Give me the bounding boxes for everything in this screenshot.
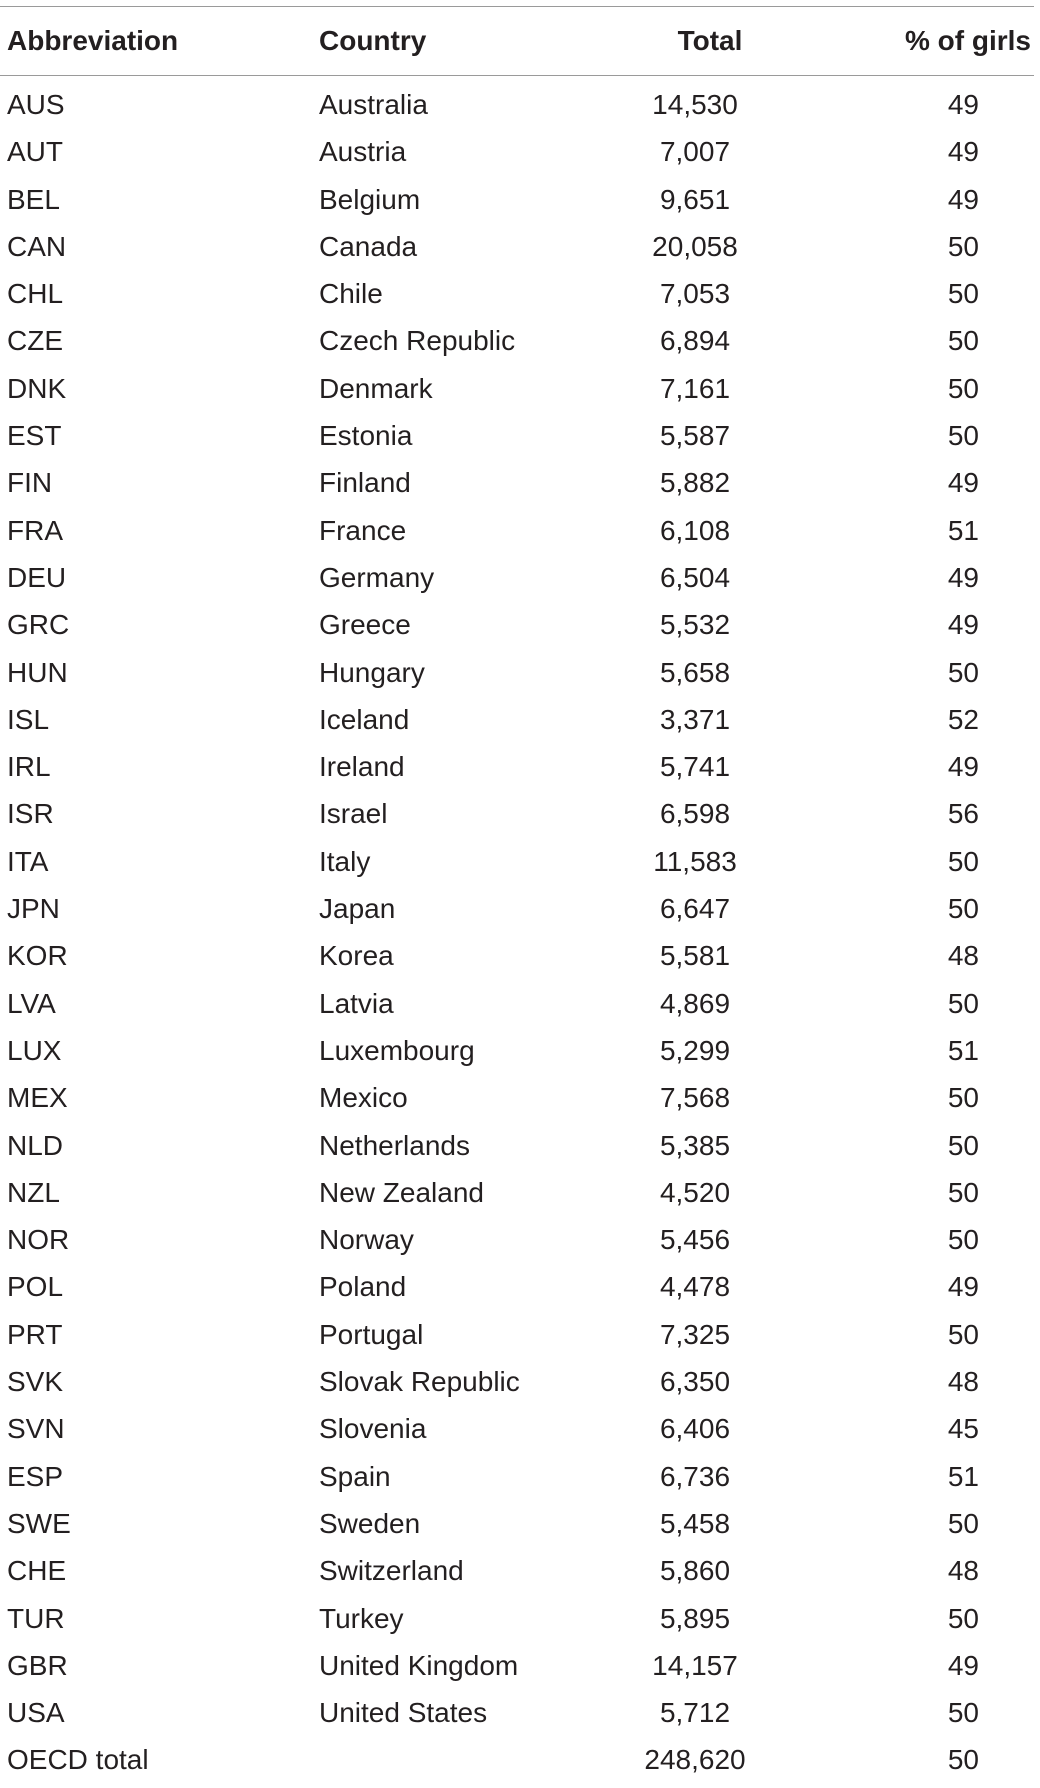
cell-country: Spain [319,1460,391,1492]
cell-country: Hungary [319,656,425,688]
table-row [0,1642,1034,1689]
cell-pct-girls: 50 [947,278,979,310]
cell-pct-girls: 49 [947,1649,979,1681]
cell-total: 5,532 [659,609,731,641]
table-row [0,412,1034,459]
table-row [0,1027,1034,1074]
table-row [0,223,1034,270]
table-row [0,1453,1034,1500]
cell-total: 4,478 [659,1271,731,1303]
cell-total: 7,161 [659,372,731,404]
cell-country: United Kingdom [319,1649,519,1681]
cell-country: Italy [319,845,371,877]
cell-pct-girls: 49 [947,89,979,120]
cell-abbreviation: SVK [7,1366,64,1398]
cell-total: 6,647 [659,893,731,925]
cell-pct-girls: 51 [947,1460,979,1492]
cell-country: Sweden [319,1507,421,1539]
table-row [0,1122,1034,1169]
cell-abbreviation: CZE [7,325,63,357]
cell-pct-girls: 50 [947,893,979,925]
cell-abbreviation: DNK [7,372,67,404]
cell-abbreviation: LVA [7,987,56,1019]
cell-abbreviation: CAN [7,230,67,262]
cell-pct-girls: 45 [947,1413,979,1445]
cell-total: 5,741 [659,751,731,783]
cell-pct-girls: 49 [947,136,979,168]
cell-total: 6,406 [659,1413,731,1445]
cell-country: Belgium [319,183,421,215]
cell-country: Australia [319,89,428,120]
cell-abbreviation: AUS [7,89,65,120]
cell-country: Slovak Republic [319,1366,520,1398]
cell-total: 14,157 [652,1649,738,1681]
cell-pct-girls: 49 [947,751,979,783]
table-row [0,507,1034,554]
cell-abbreviation: GBR [7,1649,68,1681]
cell-abbreviation: BEL [7,183,60,215]
cell-abbreviation: ITA [7,845,49,877]
table-row [0,1358,1034,1405]
cell-pct-girls: 50 [947,230,979,262]
cell-country: Japan [319,893,396,925]
cell-country: Chile [319,278,383,310]
table-row [0,885,1034,932]
cell-country: United States [319,1697,488,1729]
table-body [0,76,1034,1784]
table-row [0,1595,1034,1642]
cell-total: 5,456 [659,1224,731,1256]
table-row [0,649,1034,696]
cell-pct-girls: 50 [947,1082,979,1114]
table-row [0,1311,1034,1358]
cell-total: 5,581 [659,940,731,972]
cell-total: 7,053 [659,278,731,310]
cell-abbreviation: FRA [7,514,63,546]
table-row [0,1169,1034,1216]
cell-country: Germany [319,561,435,593]
cell-country: Poland [319,1271,407,1303]
cell-abbreviation: POL [7,1271,64,1303]
cell-country: Latvia [319,987,394,1019]
table-row [0,1500,1034,1547]
cell-abbreviation: MEX [7,1082,68,1114]
cell-country: Netherlands [319,1129,470,1161]
cell-pct-girls: 50 [947,325,979,357]
cell-abbreviation: OECD total [7,1744,149,1776]
cell-abbreviation: FIN [7,467,53,499]
table-row [0,1405,1034,1452]
cell-abbreviation: SWE [7,1507,71,1539]
header-country: Country [319,25,427,56]
cell-abbreviation: ISR [7,798,54,830]
cell-country: France [319,514,407,546]
table-row [0,1074,1034,1121]
cell-total: 7,568 [659,1082,731,1114]
cell-total: 248,620 [644,1744,746,1776]
cell-total: 6,350 [659,1366,731,1398]
cell-total: 5,860 [659,1555,731,1587]
table-row [0,838,1034,885]
cell-pct-girls: 48 [947,940,979,972]
cell-pct-girls: 50 [947,1602,979,1634]
cell-pct-girls: 56 [947,798,979,830]
cell-abbreviation: TUR [7,1602,65,1634]
cell-country: Israel [319,798,388,830]
cell-total: 11,583 [653,845,737,877]
cell-abbreviation: NLD [7,1129,64,1161]
cell-pct-girls: 50 [947,1176,979,1208]
cell-pct-girls: 50 [947,1507,979,1539]
cell-total: 6,894 [659,325,731,357]
table-row [0,270,1034,317]
cell-pct-girls: 49 [947,1271,979,1303]
cell-total: 6,108 [659,514,731,546]
cell-total: 5,658 [659,656,731,688]
cell-pct-girls: 51 [947,514,979,546]
cell-total: 3,371 [659,703,731,735]
table-row [0,1547,1034,1594]
cell-abbreviation: ESP [7,1460,64,1492]
cell-pct-girls: 49 [947,467,979,499]
cell-total: 5,882 [659,467,731,499]
cell-pct-girls: 50 [947,987,979,1019]
cell-abbreviation: KOR [7,940,68,972]
cell-pct-girls: 50 [947,1129,979,1161]
cell-total: 5,895 [659,1602,731,1634]
cell-total: 6,504 [659,561,731,593]
cell-total: 5,458 [659,1507,731,1539]
table-header-row [0,7,1034,76]
cell-country: Mexico [319,1082,408,1114]
table-row [0,81,1034,128]
cell-country: Turkey [319,1602,404,1634]
cell-abbreviation: EST [7,420,62,452]
cell-pct-girls: 48 [947,1366,979,1398]
cell-total: 7,007 [659,136,731,168]
header-pct-girls: % of girls [904,25,1031,56]
cell-country: Portugal [319,1318,424,1350]
cell-country: New Zealand [319,1176,484,1208]
cell-country: Switzerland [319,1555,464,1587]
cell-country: Finland [319,467,411,499]
cell-pct-girls: 50 [947,372,979,404]
cell-abbreviation: GRC [7,609,70,641]
cell-total: 5,587 [659,420,731,452]
header-abbreviation: Abbreviation [7,25,179,56]
cell-abbreviation: PRT [7,1318,63,1350]
cell-abbreviation: JPN [7,893,60,925]
cell-abbreviation: IRL [7,751,51,783]
cell-country: Slovenia [319,1413,427,1445]
cell-pct-girls: 48 [947,1555,979,1587]
table-row [0,601,1034,648]
cell-abbreviation: CHE [7,1555,67,1587]
cell-pct-girls: 49 [947,183,979,215]
cell-pct-girls: 50 [947,1318,979,1350]
table-row [0,980,1034,1027]
cell-abbreviation: USA [7,1697,65,1729]
cell-country: Norway [319,1224,414,1256]
cell-abbreviation: SVN [7,1413,65,1445]
cell-pct-girls: 49 [947,561,979,593]
table-row [0,743,1034,790]
cell-country: Luxembourg [319,1034,475,1066]
cell-total: 5,385 [659,1129,731,1161]
cell-total: 6,736 [659,1460,731,1492]
cell-abbreviation: LUX [7,1034,62,1066]
cell-pct-girls: 50 [947,845,979,877]
cell-total: 5,299 [659,1034,731,1066]
table-row [0,317,1034,364]
header-total: Total [677,25,743,56]
cell-total: 5,712 [659,1697,731,1729]
cell-abbreviation: NOR [7,1224,70,1256]
cell-total: 6,598 [659,798,731,830]
cell-pct-girls: 52 [947,703,979,735]
cell-pct-girls: 50 [947,1697,979,1729]
table-row [0,790,1034,837]
cell-pct-girls: 50 [947,420,979,452]
cell-total: 4,869 [659,987,731,1019]
cell-country: Korea [319,940,394,972]
table-row [0,176,1034,223]
cell-abbreviation: HUN [7,656,68,688]
cell-pct-girls: 50 [947,1744,979,1776]
data-table [0,6,1034,1784]
cell-pct-girls: 51 [947,1034,979,1066]
cell-country: Austria [319,136,407,168]
cell-country: Iceland [319,703,410,735]
cell-abbreviation: CHL [7,278,64,310]
table-row [0,932,1034,979]
cell-total: 14,530 [652,89,738,120]
cell-country: Czech Republic [319,325,516,357]
cell-country: Estonia [319,420,413,452]
cell-abbreviation: ISL [7,703,50,735]
cell-pct-girls: 50 [947,1224,979,1256]
cell-total: 7,325 [659,1318,731,1350]
cell-abbreviation: AUT [7,136,63,168]
cell-country: Greece [319,609,411,641]
table-row [0,696,1034,743]
cell-total: 4,520 [659,1176,731,1208]
table-row [0,554,1034,601]
table-row [0,1216,1034,1263]
table-row [0,1736,1034,1783]
cell-abbreviation: DEU [7,561,67,593]
cell-abbreviation: NZL [7,1176,60,1208]
cell-pct-girls: 49 [947,609,979,641]
cell-country: Ireland [319,751,405,783]
table-row [0,128,1034,175]
cell-country: Canada [319,230,418,262]
table-row [0,459,1034,506]
table-row [0,1689,1034,1736]
cell-country: Denmark [319,372,433,404]
cell-total: 20,058 [652,230,738,262]
cell-pct-girls: 50 [947,656,979,688]
table-row [0,365,1034,412]
table-row [0,1263,1034,1310]
cell-total: 9,651 [659,183,731,215]
